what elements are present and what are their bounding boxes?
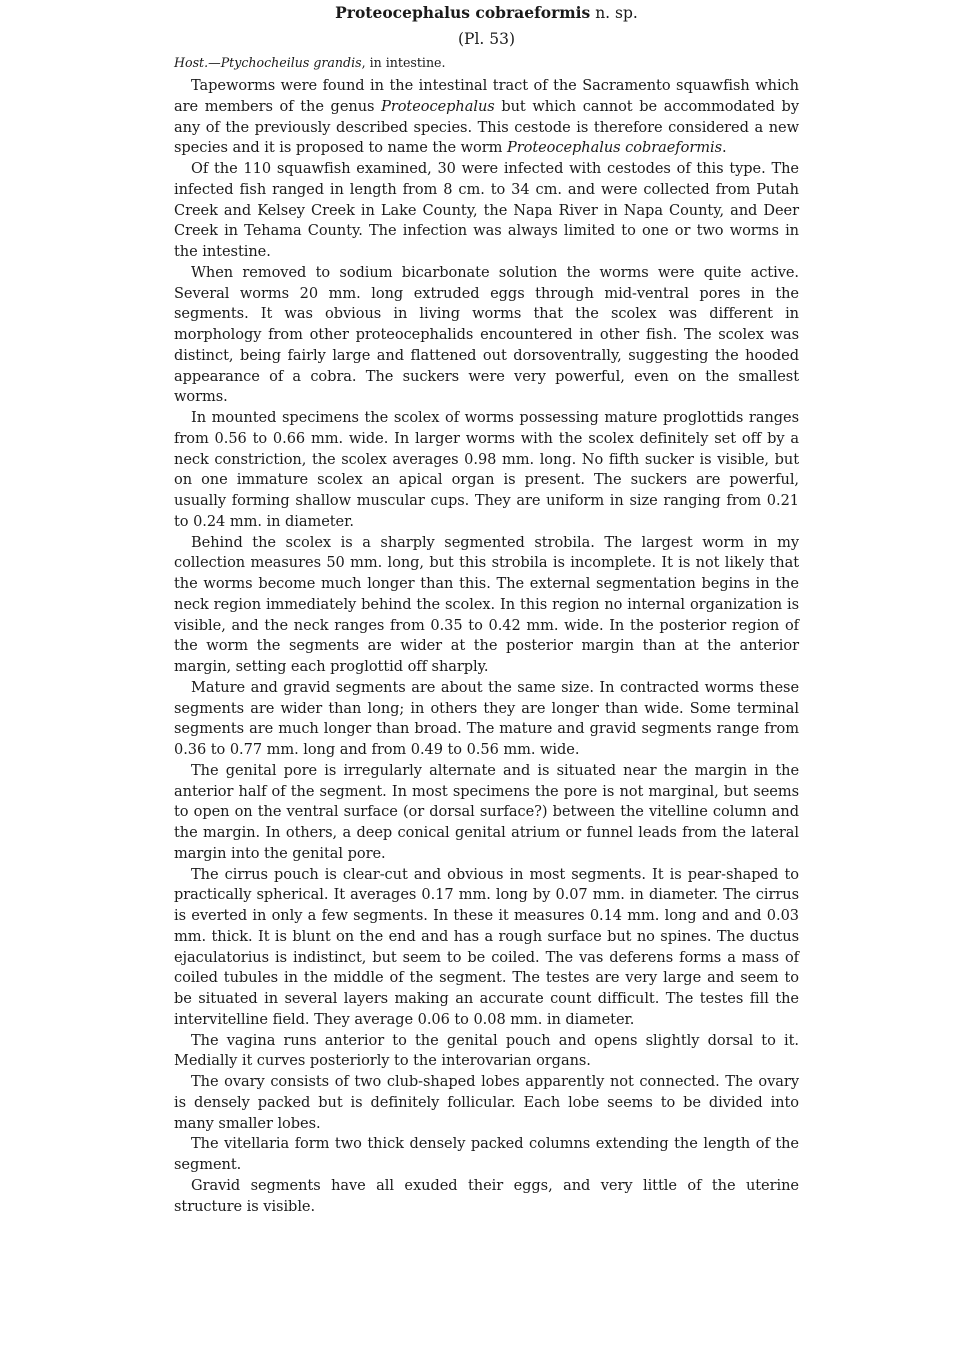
paragraph-occurrence: Of the 110 squawfish examined, 30 were infected with cestodes of this type. The infected fish ranged in length from 8 cm. to 34 cm. and were collected from Putah Creek and Kelsey Creek in Lake County, the Napa River in Napa County, and Deer Creek in Tehama County. The infection was always limited to one or two worms in the intestine. — [174, 160, 799, 260]
paragraph-genital-pore: The genital pore is irregularly alternate and is situated near the margin in the anterior half of the segment. In most specimens the pore is not marginal, but seems to open on the ventral surface (or dorsal surface?) between the vitelline column and the margin. In others, a deep conical genital atrium or funnel leads from the lateral margin into the genital pore. — [174, 761, 799, 862]
paragraph-text: . — [722, 139, 727, 157]
paragraph-segments: Mature and gravid segments are about the same size. In contracted worms these segments are wider than long; in others they are longer than wide. Some terminal segments are much longer than broad. The mature and gravid segments range from 0.36 to 0.77 mm. long and from 0.49 to 0.56 mm. wide. — [174, 678, 799, 758]
paragraph-strobila: Behind the scolex is a sharply segmented strobila. The largest worm in my collection measures 50 mm. long, but this strobila is incomplete. It is not likely that the worms become much longer than this. The external segmentation begins in the neck region immediately behind the scolex. In this region no internal organization is visible, and the neck ranges from 0.35 to 0.42 mm. wide. In the posterior region of the worm the segments are wider at the posterior margin than at the anterior margin, setting each proglottid off sharply. — [174, 533, 799, 675]
species-name-italic: Proteocephalus cobraeformis — [506, 139, 723, 157]
paragraph-living-worms: When removed to sodium bicarbonate solution the worms were quite active. Several worms 20 mm. long extruded eggs through mid-ventral pores in the segments. It was obvious in living worms that the scolex was different in morphology from other proteocephalids encountered in other fish. The scolex was distinct, being fairly large and flattened out dorsoventrally, suggesting the hooded appearance of a cobra. The suckers were very powerful, even on the smallest worms. — [174, 263, 799, 406]
species-name: Proteocephalus cobraeformis — [335, 3, 591, 22]
paragraph-text: Tapeworms were found in the intestinal tract of the Sacramento squawfish which are members of the genus — [174, 77, 799, 115]
genus-name: Proteocephalus — [381, 97, 495, 115]
paragraph-text: but which cannot be accommodated by any of the previously described species. This cestode is therefore considered a new species and it is proposed to name the worm — [174, 97, 799, 157]
paragraph-cirrus-pouch: The cirrus pouch is clear-cut and obvious in most segments. It is pear-shaped to practically spherical. It averages 0.17 mm. long by 0.07 mm. in diameter. The cirrus is everted in only a few segments. In these it measures 0.14 mm. long and and 0.03 mm. thick. It is blunt on the end and has a rough surface but no spines. The ductus ejaculatorius is indistinct, but seem to be coiled. The vas deferens forms a mass of coiled tubules in the middle of the segment. The testes are very large and seem to be situated in several layers making an accurate count difficult. The testes fill the intervitelline field. They average 0.06 to 0.08 mm. in diameter. — [174, 865, 799, 1028]
paragraph-vitellaria: The vitellaria form two thick densely packed columns extending the length of the segment. — [174, 1135, 799, 1173]
paragraph-scolex: In mounted specimens the scolex of worms possessing mature proglottids ranges from 0.56 to 0.66 mm. wide. In larger worms with the scolex definitely set off by a neck constriction, the scolex averages 0.98 mm. long. No fifth sucker is visible, but on one immature scolex an apical organ is present. The suckers are powerful, usually forming shallow muscular cups. They are uniform in size ranging from 0.21 to 0.24 mm. in diameter. — [174, 409, 799, 530]
document-page — [174, 2, 799, 1217]
host-species: Ptychocheilus grandis — [220, 55, 362, 70]
host-line — [174, 54, 799, 72]
host-dash: — — [208, 55, 221, 70]
host-location: , in intestine. — [361, 55, 446, 70]
paragraph-introduction — [174, 76, 799, 159]
body-text — [174, 76, 799, 1217]
plate-reference: (Pl. 53) — [457, 30, 516, 48]
host-label: Host. — [174, 55, 209, 70]
section-title — [174, 2, 799, 23]
paragraph-gravid-segments: Gravid segments have all exuded their eggs, and very little of the uterine structure is visible. — [174, 1176, 799, 1215]
species-designation: n. sp. — [590, 4, 638, 22]
paragraph-ovary: The ovary consists of two club-shaped lobes apparently not connected. The ovary is densely packed but is definitely follicular. Each lobe seems to be divided into many smaller lobes. — [174, 1073, 799, 1132]
paragraph-vagina: The vagina runs anterior to the genital pouch and opens slightly dorsal to it. Medially it curves posteriorly to the interovarian organs. — [174, 1031, 799, 1070]
